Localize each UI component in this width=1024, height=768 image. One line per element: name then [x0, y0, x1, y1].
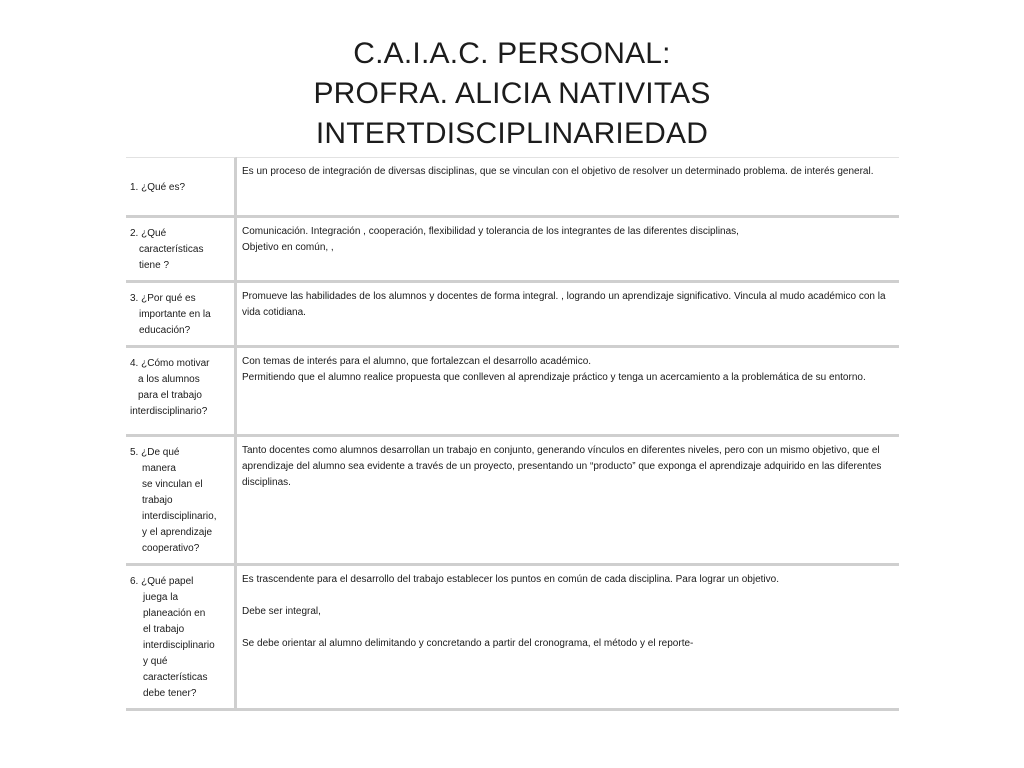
question-line: características	[143, 672, 208, 683]
table-row	[126, 566, 899, 711]
question-line: tiene ?	[139, 260, 170, 271]
answer-line: Debe ser integral,	[242, 606, 321, 617]
question-line: cooperativo?	[142, 543, 200, 554]
question-cell	[126, 566, 237, 711]
question-line: 6. ¿Qué papel	[130, 576, 194, 587]
answer-line: Objetivo en común, ,	[242, 242, 334, 253]
question-cell	[126, 283, 237, 348]
question-line: 5. ¿De qué	[130, 447, 180, 458]
question-line: interdisciplinario	[143, 640, 215, 651]
question-line: trabajo	[142, 495, 173, 506]
answer-spacer	[242, 620, 893, 636]
question-line: para el trabajo	[138, 390, 202, 401]
answer-line: Es trascendente para el desarrollo del trabajo establecer los puntos en común de cada disciplina. Para lograr un objetivo.	[242, 574, 779, 585]
table-row	[126, 157, 899, 218]
answer-line: Se debe orientar al alumno delimitando y concretando a partir del cronograma, el método y el reporte-	[242, 638, 694, 649]
question-line: el trabajo	[143, 624, 185, 635]
answer-cell	[237, 437, 899, 566]
slide-title	[0, 34, 1024, 154]
table-row	[126, 437, 899, 566]
question-line: debe tener?	[143, 688, 197, 699]
question-line: planeación en	[143, 608, 206, 619]
answer-cell	[237, 566, 899, 711]
question-line: educación?	[139, 325, 191, 336]
question-line: 1. ¿Qué es?	[130, 182, 186, 193]
question-line: juega la	[143, 592, 179, 603]
answer-line: Comunicación. Integración , cooperación, flexibilidad y tolerancia de los integrantes de las diferentes disciplinas,	[242, 226, 739, 237]
question-line: manera	[142, 463, 176, 474]
title-line-1: C.A.I.A.C. PERSONAL:	[353, 37, 671, 70]
answer-line: Promueve las habilidades de los alumnos y docentes de forma integral. , logrando un aprendizaje significativo. Vincula al mudo académico con la vida cotidiana.	[242, 291, 886, 318]
question-cell	[126, 348, 237, 437]
answer-cell	[237, 157, 899, 218]
table-row	[126, 348, 899, 437]
question-line: y el aprendizaje	[142, 527, 213, 538]
question-line: 3. ¿Por qué es	[130, 293, 196, 304]
title-line-3: INTERTDISCIPLINARIEDAD	[315, 117, 709, 150]
answer-cell	[237, 348, 899, 437]
answer-line: Permitiendo que el alumno realice propuesta que conlleven al aprendizaje práctico y tenga un acercamiento a la problemática de su entorno.	[242, 372, 866, 383]
question-cell	[126, 157, 237, 218]
question-line: características	[139, 244, 204, 255]
answer-line: Tanto docentes como alumnos desarrollan un trabajo en conjunto, generando vínculos en diferentes niveles, pero con un mismo objetivo, que el aprendizaje del alumno sea evidente a través de un proyecto, presentando un “producto” que exponga el aprendizaje adquirido en las diferentes disciplinas.	[242, 445, 882, 488]
answer-line: Con temas de interés para el alumno, que fortalezcan el desarrollo académico.	[242, 356, 592, 367]
qa-table	[126, 157, 899, 711]
question-line: interdisciplinario?	[130, 406, 208, 417]
question-cell	[126, 218, 237, 283]
question-line: 4. ¿Cómo motivar	[130, 358, 210, 369]
question-line: y qué	[143, 656, 168, 667]
answer-line: Es un proceso de integración de diversas disciplinas, que se vinculan con el objetivo de resolver un determinado problema. de interés general.	[242, 166, 874, 177]
question-line: importante en la	[139, 309, 211, 320]
answer-spacer	[242, 588, 893, 604]
question-line: interdisciplinario,	[142, 511, 217, 522]
answer-cell	[237, 283, 899, 348]
table-row	[126, 218, 899, 283]
question-cell	[126, 437, 237, 566]
title-line-2: PROFRA. ALICIA NATIVITAS	[313, 77, 711, 110]
table-row	[126, 283, 899, 348]
question-line: 2. ¿Qué	[130, 228, 167, 239]
answer-cell	[237, 218, 899, 283]
question-line: se vinculan el	[142, 479, 203, 490]
question-line: a los alumnos	[138, 374, 200, 385]
